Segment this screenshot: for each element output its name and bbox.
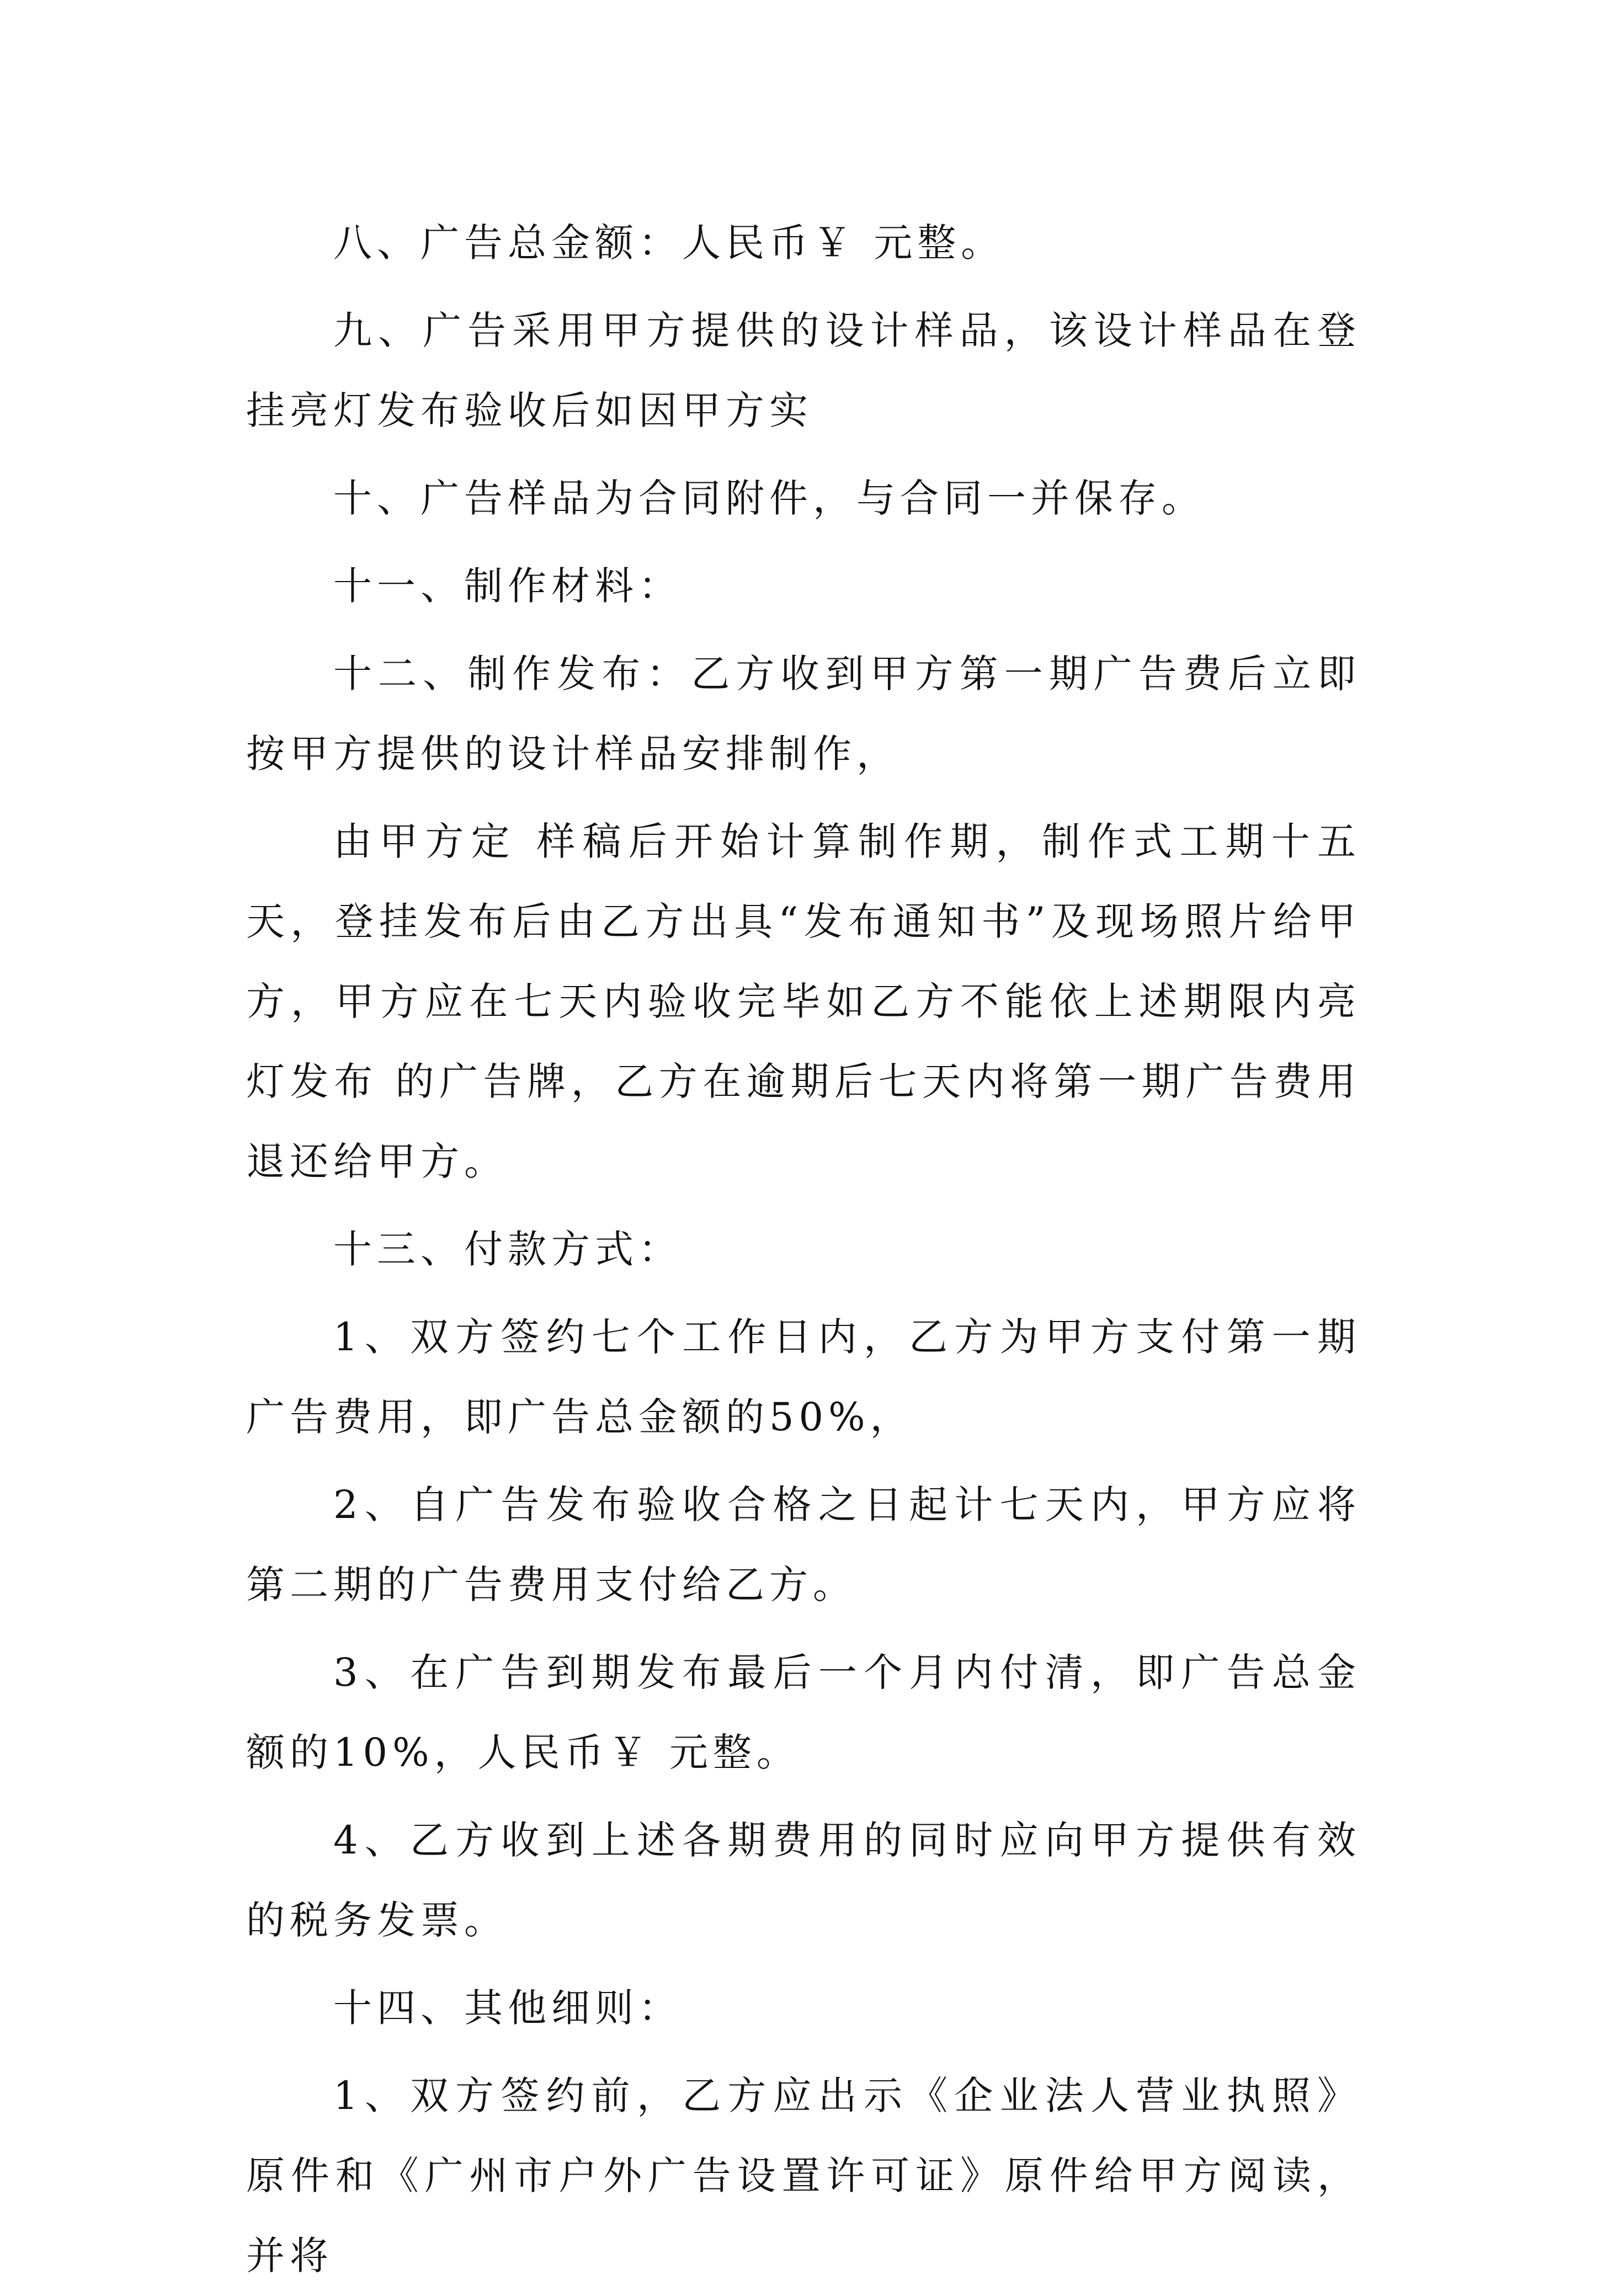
clause-10-sample-attachment: 十、广告样品为合同附件，与合同一并保存。 <box>333 476 1205 521</box>
clause-13-payment-heading: 十三、付款方式： <box>333 1227 682 1272</box>
other-item-1: 1、双方签约前，乙方应出示《企业法人营业执照》原件和《广州市户外广告设置许可证》原件给甲方阅读，并将 <box>246 2073 1361 2278</box>
clause-12-production: 十二、制作发布：乙方收到甲方第一期广告费后立即按甲方提供的设计样品安排制作， <box>246 651 1361 776</box>
clause-8-total-amount: 八、广告总金额：人民币￥ 元整。 <box>333 220 1005 265</box>
payment-item-2: 2、自广告发布验收合格之日起计七天内，甲方应将第二期的广告费用支付给乙方。 <box>246 1482 1361 1607</box>
payment-item-4: 4、乙方收到上述各期费用的同时应向甲方提供有效的税务发票。 <box>246 1818 1361 1943</box>
clause-14-other-heading: 十四、其他细则： <box>333 1985 682 2031</box>
clause-11-materials: 十一、制作材料： <box>333 563 682 609</box>
payment-item-3: 3、在广告到期发布最后一个月内付清，即广告总金额的10%，人民币￥ 元整。 <box>246 1650 1361 1775</box>
clause-9-design-sample: 九、广告采用甲方提供的设计样品，该设计样品在登挂亮灯发布验收后如因甲方实 <box>246 308 1361 433</box>
payment-item-1: 1、双方签约七个工作日内，乙方为甲方支付第一期广告费用，即广告总金额的50%， <box>246 1314 1361 1440</box>
document-body <box>246 203 1361 2296</box>
clause-12-production-continued: 由甲方定 样稿后开始计算制作期，制作式工期十五天，登挂发布后由乙方出具“发布通知书”及现场照片给甲方，甲方应在七天内验收完毕如乙方不能依上述期限内亮灯发布 的广告牌，乙方在逾期后七天内将第一期广告费用退还给甲方。 <box>246 819 1361 1184</box>
